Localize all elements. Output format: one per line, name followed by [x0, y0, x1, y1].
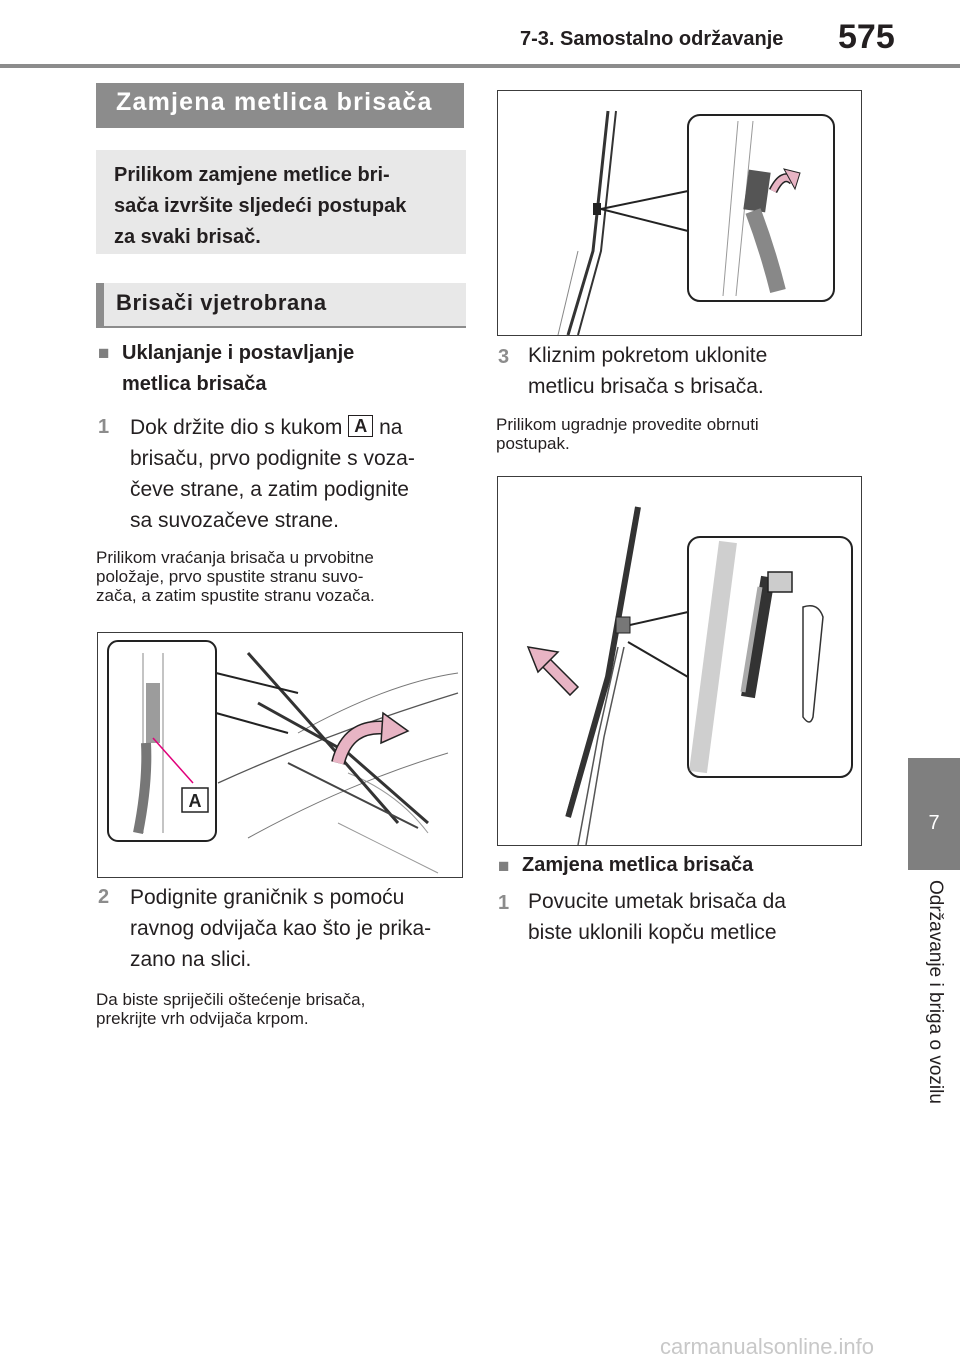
note-line: Prilikom vraćanja brisača u prvobitne — [96, 548, 374, 567]
heading-line: Uklanjanje i postavljanje — [122, 342, 355, 364]
step-line: biste uklonili kopču metlice — [528, 921, 777, 944]
subsection-rule — [96, 326, 466, 328]
note-line: postupak. — [496, 434, 570, 453]
note-line: Da biste spriječili oštećenje brisača, — [96, 990, 366, 1009]
note-line: prekrijte vrh odvijača krpom. — [96, 1009, 309, 1028]
bullet-square: ■ — [498, 856, 510, 877]
subsection-accent — [96, 283, 104, 328]
step-1-first-line — [130, 412, 466, 443]
step-number: 1 — [498, 892, 510, 914]
note-2 — [96, 990, 365, 1028]
step-number: 3 — [498, 346, 510, 368]
step-3-text — [528, 340, 868, 402]
heading-line: metlica brisača — [122, 373, 267, 395]
step-line: sa suvozačeve strane. — [130, 509, 339, 532]
chapter-number: 7 — [928, 812, 940, 834]
intro-text — [114, 160, 454, 253]
intro-line: sača izvršite sljedeći postupak — [114, 195, 407, 217]
intro-line: za svaki brisač. — [114, 226, 261, 248]
step-line: ravnog odvijača kao što je prika- — [130, 917, 432, 940]
step-line: Podignite graničnik s pomoću — [130, 886, 405, 909]
step-line: zano na slici. — [130, 948, 252, 971]
procedure-heading — [122, 338, 354, 400]
subsection-title: Brisači vjetrobrana — [116, 290, 327, 315]
chapter-title: Održavanje i briga o vozilu — [925, 880, 946, 1104]
note-3 — [496, 415, 759, 453]
section-title: Zamjena metlica brisača — [116, 88, 433, 116]
step-text-fragment: na — [379, 416, 403, 439]
running-header: 7-3. Samostalno održavanje — [520, 28, 784, 50]
wiper-stopper-illustration — [498, 91, 861, 335]
step-2-text — [130, 882, 466, 975]
header-rule — [0, 64, 960, 68]
step-line: brisaču, prvo podignite s voza- — [130, 447, 415, 470]
figure-wiper-stopper — [497, 90, 862, 336]
watermark: carmanualsonline.info — [660, 1334, 875, 1359]
step-1-text — [130, 412, 466, 536]
procedure-heading: Zamjena metlica brisača — [522, 854, 754, 876]
wiper-lift-illustration — [98, 633, 462, 877]
figure-label-a: A — [188, 791, 202, 811]
note-line: zača, a zatim spustite stranu vozača. — [96, 586, 375, 605]
note-line: Prilikom ugradnje provedite obrnuti — [496, 415, 759, 434]
step-line: čeve strane, a zatim podignite — [130, 478, 409, 501]
intro-line: Prilikom zamjene metlice bri- — [114, 164, 390, 186]
label-a-badge: A — [348, 415, 373, 437]
step-line: Kliznim pokretom uklonite — [528, 344, 768, 367]
page-number: 575 — [838, 18, 895, 56]
figure-wiper-lift — [97, 632, 463, 878]
note-line: položaje, prvo spustite stranu suvo- — [96, 567, 364, 586]
step-number: 1 — [98, 416, 110, 438]
blade-slide-illustration — [498, 477, 861, 845]
step-line: metlicu brisača s brisača. — [528, 375, 764, 398]
step-line: Povucite umetak brisača da — [528, 890, 786, 913]
figure-blade-slide — [497, 476, 862, 846]
step-text-fragment: Dok držite dio s kukom — [130, 416, 343, 439]
step-1b-text — [528, 886, 868, 948]
note-1 — [96, 548, 375, 605]
step-number: 2 — [98, 886, 110, 908]
bullet-square: ■ — [98, 343, 110, 364]
